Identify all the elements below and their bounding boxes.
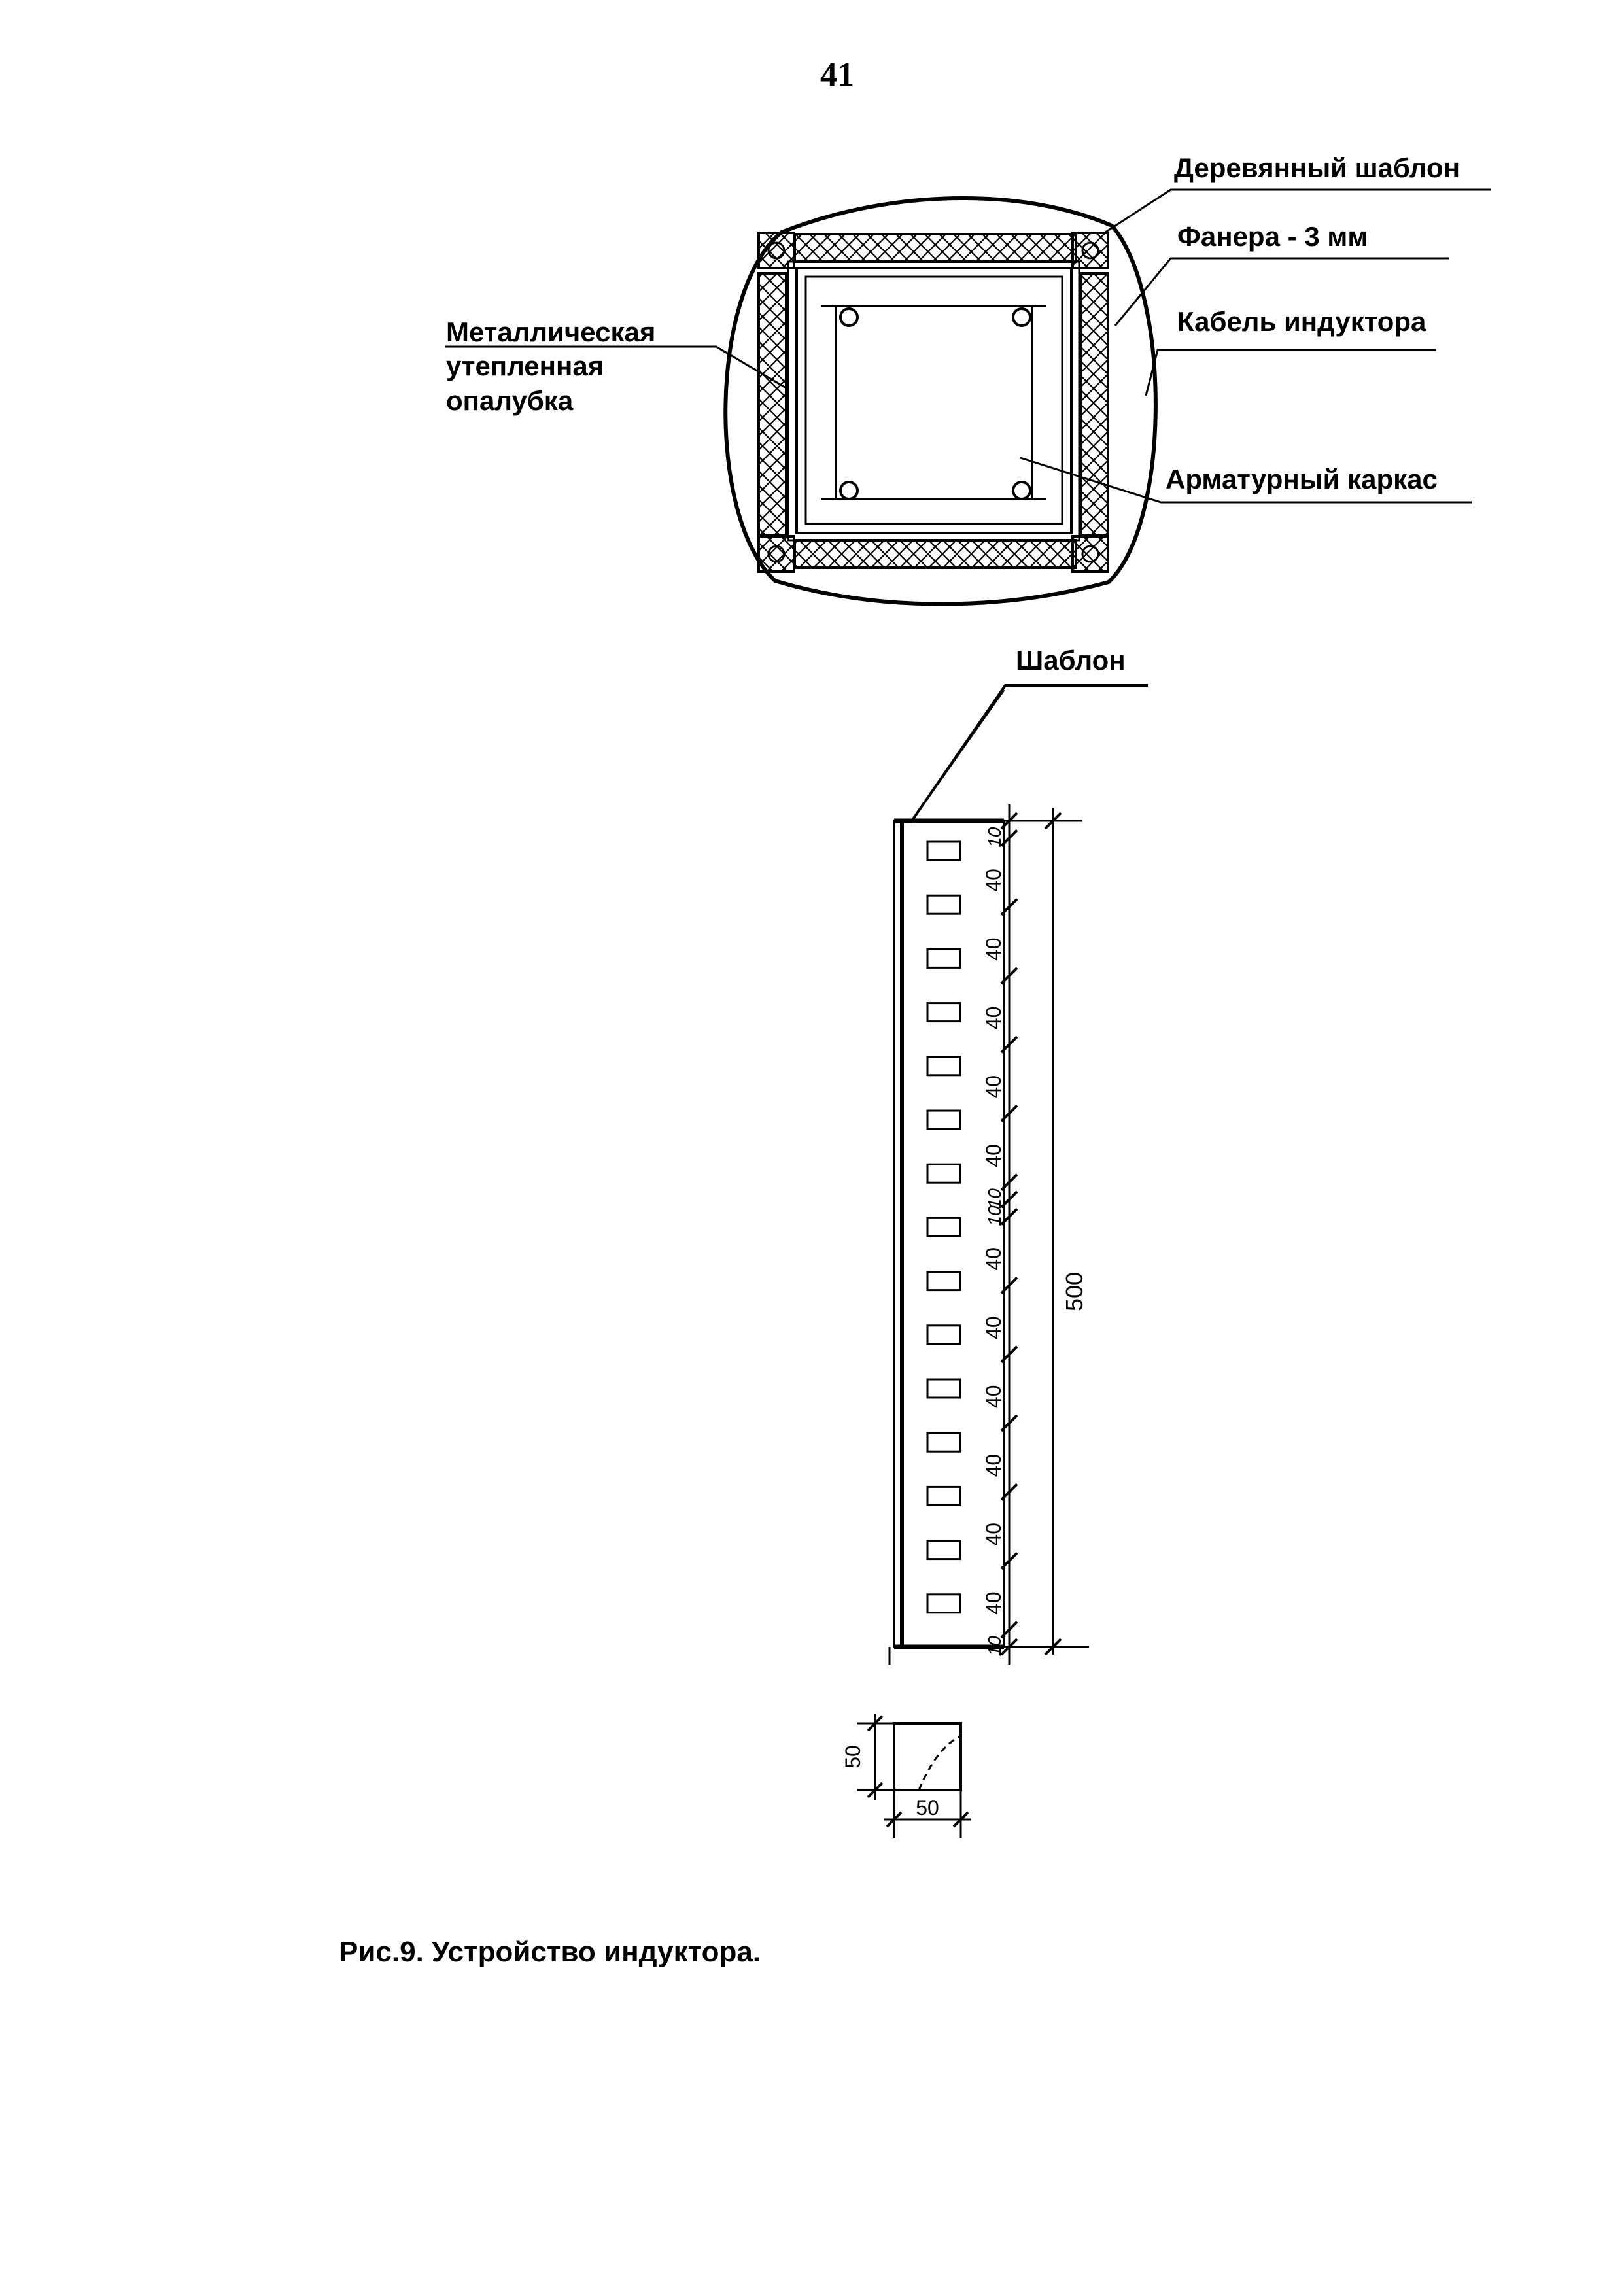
cable-slot (927, 1326, 960, 1344)
dimension-labels (982, 827, 1005, 1656)
dimension-label: 40 (982, 1453, 1005, 1477)
dimension-label: 10 (984, 1205, 1005, 1226)
cable-slot (927, 1003, 960, 1022)
figure-caption: Рис.9. Устройство индуктора. (339, 1936, 761, 1968)
dimension-label: 40 (982, 1144, 1005, 1167)
detail-height-label: 50 (841, 1745, 865, 1769)
cable-slot (927, 1541, 960, 1559)
dimension-label: 10 (984, 1636, 1005, 1657)
cable-slot (927, 1218, 960, 1236)
wooden-template (759, 233, 1108, 572)
label-inductor-cable: Кабель индуктора (1177, 306, 1426, 337)
template-elevation (890, 685, 1148, 1665)
cable-slot (927, 1057, 960, 1075)
label-wooden-template: Деревянный шаблон (1174, 152, 1460, 183)
cable-slot (927, 1272, 960, 1290)
dimension-label: 40 (982, 937, 1005, 961)
cable-slot (927, 1433, 960, 1451)
dimension-label: 40 (982, 1006, 1005, 1030)
cable-slot (927, 1164, 960, 1182)
label-formwork-line1: Металлическая (446, 317, 656, 347)
dimension-label: 40 (982, 1075, 1005, 1099)
cable-slot (927, 1111, 960, 1129)
cable-slot (927, 1595, 960, 1613)
dimension-label: 40 (982, 1247, 1005, 1271)
total-dimension-label: 500 (1061, 1271, 1088, 1312)
cable-slot (927, 842, 960, 860)
label-rebar-cage: Арматурный каркас (1166, 464, 1438, 494)
dimension-label: 40 (982, 1316, 1005, 1339)
dimension-label: 40 (982, 1523, 1005, 1546)
dimension-label: 40 (982, 1591, 1005, 1615)
label-formwork-line2: утепленная (446, 351, 604, 381)
cable-slot (927, 895, 960, 914)
detail-width-label: 50 (916, 1796, 939, 1820)
page-number: 41 (820, 56, 854, 94)
cable-slots (927, 842, 960, 1613)
section-detail (841, 1714, 971, 1838)
label-formwork-line3: опалубка (446, 385, 574, 416)
formwork-inner (806, 277, 1062, 524)
label-template: Шаблон (1016, 645, 1126, 676)
dimension-label: 10 (984, 827, 1005, 848)
dimension-label: 40 (982, 1385, 1005, 1409)
cable-slot (927, 949, 960, 967)
rebar-cage (821, 306, 1046, 499)
label-plywood: Фанера - 3 мм (1177, 221, 1368, 252)
cable-slot (927, 1487, 960, 1505)
cable-slot (927, 1379, 960, 1398)
dimension-label: 40 (982, 869, 1005, 892)
dimension-label: 10 (984, 1188, 1005, 1209)
